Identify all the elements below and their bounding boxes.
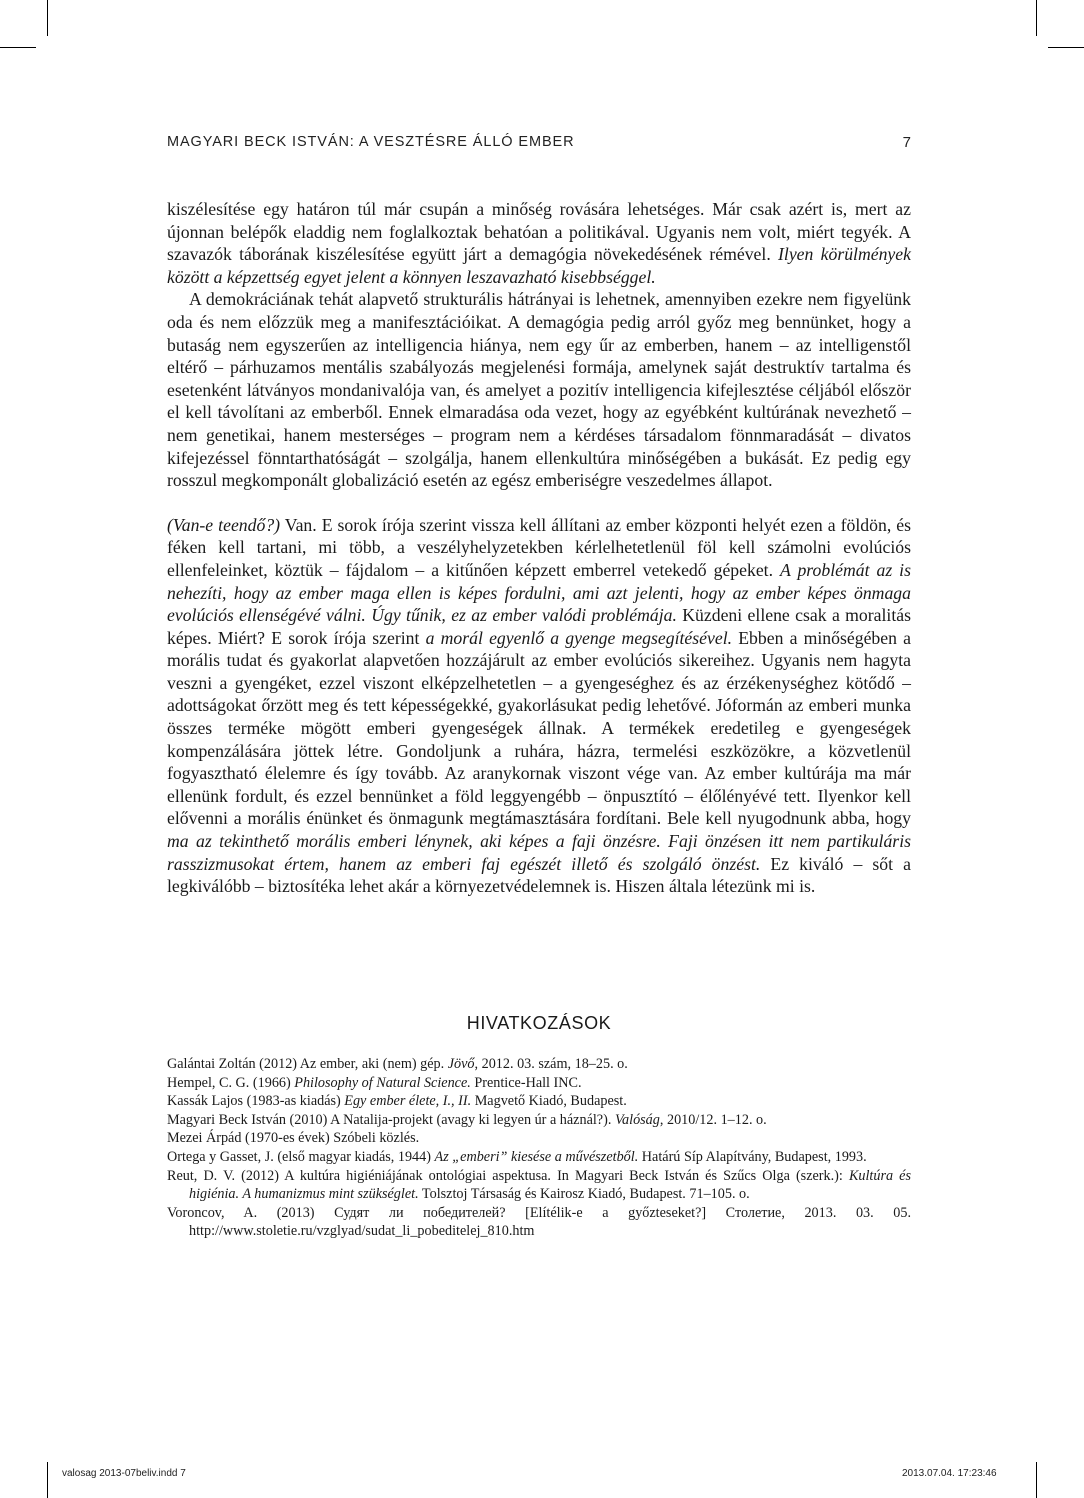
- reference-item: Kassák Lajos (1983-as kiadás) Egy ember élete, I., II. Magvető Kiadó, Budapest.: [167, 1093, 627, 1110]
- print-slug-right: 2013.07.04. 17:23:46: [902, 1468, 997, 1479]
- article-body: [167, 198, 911, 898]
- crop-mark-bottom-right-v: [1036, 1462, 1037, 1498]
- crop-mark-bottom-left-v: [47, 1462, 48, 1498]
- italic-span: a morál egyenlő a gyenge megsegítésével.: [425, 627, 733, 648]
- italic-span: Kultúra és higiénia. A humanizmus mint szükséglet.: [189, 1167, 912, 1203]
- references-heading: HIVATKOZÁSOK: [466, 1013, 612, 1033]
- italic-span: ma az tekinthető morális emberi lénynek, aki képes a faji önzésre. Faji önzésen itt nem partikuláris rasszizmusokat értem, hanem az emberi faj egészét illető és szolgáló önzést.: [167, 831, 911, 874]
- page-number: 7: [902, 134, 911, 151]
- crop-mark-top-left-h: [0, 47, 36, 48]
- italic-span: Az „emberi” kiesése a művészetből.: [434, 1148, 639, 1165]
- italic-span: Valóság: [614, 1111, 660, 1128]
- running-head-title: MAGYARI BECK ISTVÁN: A VESZTÉSRE ÁLLÓ EMBER: [167, 134, 575, 150]
- reference-item: Voroncov, A. (2013) Судят ли победителей? [Elítélik-e a győzteseket?] Столетие, 2013. 03. 05. http://www.stoletie.ru/vzglyad/sudat_li_pobeditelej_810.htm: [167, 1204, 911, 1240]
- crop-mark-top-right-v: [1036, 0, 1037, 36]
- crop-mark-top-right-h: [1048, 47, 1084, 48]
- reference-item: Galántai Zoltán (2012) Az ember, aki (nem) gép. Jövő, 2012. 03. szám, 18–25. o.: [167, 1056, 628, 1072]
- italic-span: Ilyen körülmények között a képzettség egyet jelent a könnyen leszavazható kisebbséggel.: [167, 244, 911, 287]
- running-head: [167, 134, 911, 154]
- italic-span: Jövő: [447, 1056, 475, 1072]
- italic-span: Egy ember élete, I., II.: [344, 1093, 472, 1110]
- reference-item: Magyari Beck István (2010) A Natalija-projekt (avagy ki legyen úr a háznál?). Valóság, 2010/12. 1–12. o.: [167, 1111, 767, 1128]
- paragraph-2: A demokráciának tehát alapvető strukturális hátrányai is lehetnek, amennyiben ezekre nem figyelünk oda és nem előzzük meg a manifesztációikat. A demagógia pedig arról győz meg bennünket, hogy a butaság nem egyszerűen az intelligencia hiánya, nem egy űr az emberben, hanem – az intelligenstől eltérő – párhuzamos mentális szabályozás megjelenési formája, amelynek saját destruktív tartalma és esetenként látványos mondanivalója van, és amelyet a pozitív intelligencia kifejlesztése céljából először el kell távolítani az emberből. Ennek elmaradása oda vezet, hogy az egyébként kultúrának nevezhető – nem genetikai, hanem mesterséges – program nem a kérdéses társadalom fönnmaradását – divatos kifejezéssel fönntarthatóságát – szolgálja, hanem ellenkultúra minőségében a bukását. Ez pedig egy rosszul megkomponált globalizáció esetén az egész emberiségre veszedelmes állapot.: [167, 289, 911, 491]
- crop-mark-top-left-v: [47, 0, 48, 36]
- italic-span: Philosophy of Natural Science.: [294, 1074, 471, 1091]
- reference-item: Ortega y Gasset, J. (első magyar kiadás, 1944) Az „emberi” kiesése a művészetből. Határú Síp Alapítvány, Budapest, 1993.: [167, 1148, 867, 1165]
- references-list: [167, 1055, 911, 1241]
- italic-span: A problémát az is nehezíti, hogy az ember maga ellen is képes fordulni, ami azt jelenti, hogy az ember képes önmaga evolúciós ellenségévé válni. Úgy tűnik, ez az ember valódi problémája.: [167, 559, 911, 626]
- paragraph-1: kiszélesítése egy határon túl már csupán a minőség rovására lehetséges. Már csak azért is, mert az újonnan belépők eladdig nem foglalkoztak behatóan a politikával. Ugyanis nem volt, miért tegyék. A szavazók táborának kiszélesítése együtt járt a demagógia növekedésének rémével. Ilyen körülmények között a képzettség egyet jelent a könnyen leszavazható kisebbséggel.: [167, 199, 911, 287]
- print-slug-left: valosag 2013-07beliv.indd 7: [62, 1468, 186, 1479]
- reference-item: Reut, D. V. (2012) A kultúra higiéniájának ontológiai aspektusa. In Magyari Beck István és Szűcs Olga (szerk.): Kultúra és higiénia. A humanizmus mint szükséglet. Tolsztoj Társaság és Kairosz Kiadó, Budapest. 71–105. o.: [167, 1167, 912, 1203]
- paragraph-3: (Van-e teendő?) Van. E sorok írója szerint vissza kell állítani az ember központi helyét ezen a földön, és féken kell tartani, mi több, a veszélyhelyzetekben kérlelhetetlenül föl kell számolni evolúciós ellenfeleinket, köztük – fájdalom – a kitűnően képzett emberrel vetekedő gépeket. A problémát az is nehezíti, hogy az ember maga ellen is képes fordulni, ami azt jelenti, hogy az ember képes önmaga evolúciós ellenségévé válni. Úgy tűnik, ez az ember valódi problémája. Küzdeni ellene csak a moralitás képes. Miért? E sorok írója szerint a morál egyenlő a gyenge megsegítésével. Ebben a minőségében a morális tudat és gyakorlat alapvetően hozzájárult az ember evolúciós sikereihez. Ugyanis nem hagyta veszni a gyengéket, ezzel viszont elképzelhetetlen – a gyengeséghez és az érzékenységhez kötődő – adottságokat őrzött meg és tett képességekké, gyakorlásukat pedig lehetővé. Jóformán az emberi munka összes terméke mögött emberi gyengeségek állnak. A termékek eredetileg e gyengeségek kompenzálására jöttek létre. Gondoljunk a ruhára, házra, termelési eszközökre, a közvetlenül fogyasztható élelemre és így tovább. Az aranykornak viszont vége van. Az ember kultúrája ma már ellenünk fordult, és ezzel bennünket a föld leggyengébb – önpusztító – élőlényévé tett. Ilyenkor kell elővenni a morális énünket és önmagunk megtámasztására fordítani. Bele kell nyugodnunk abba, hogy ma az tekinthető morális emberi lénynek, aki képes a faji önzésre. Faji önzésen itt nem partikuláris rasszizmusokat értem, hanem az emberi faj egészét illető és szolgáló önzést. Ez kiváló – sőt a legkiválóbb – biztosítéka lehet akár a környezetvédelemnek is. Hiszen általa létezünk mi is.: [167, 514, 912, 897]
- italic-span: (Van-e teendő?): [167, 514, 281, 535]
- reference-item: Hempel, C. G. (1966) Philosophy of Natural Science. Prentice-Hall INC.: [167, 1074, 582, 1091]
- reference-item: Mezei Árpád (1970-es évek) Szóbeli közlés.: [167, 1130, 420, 1147]
